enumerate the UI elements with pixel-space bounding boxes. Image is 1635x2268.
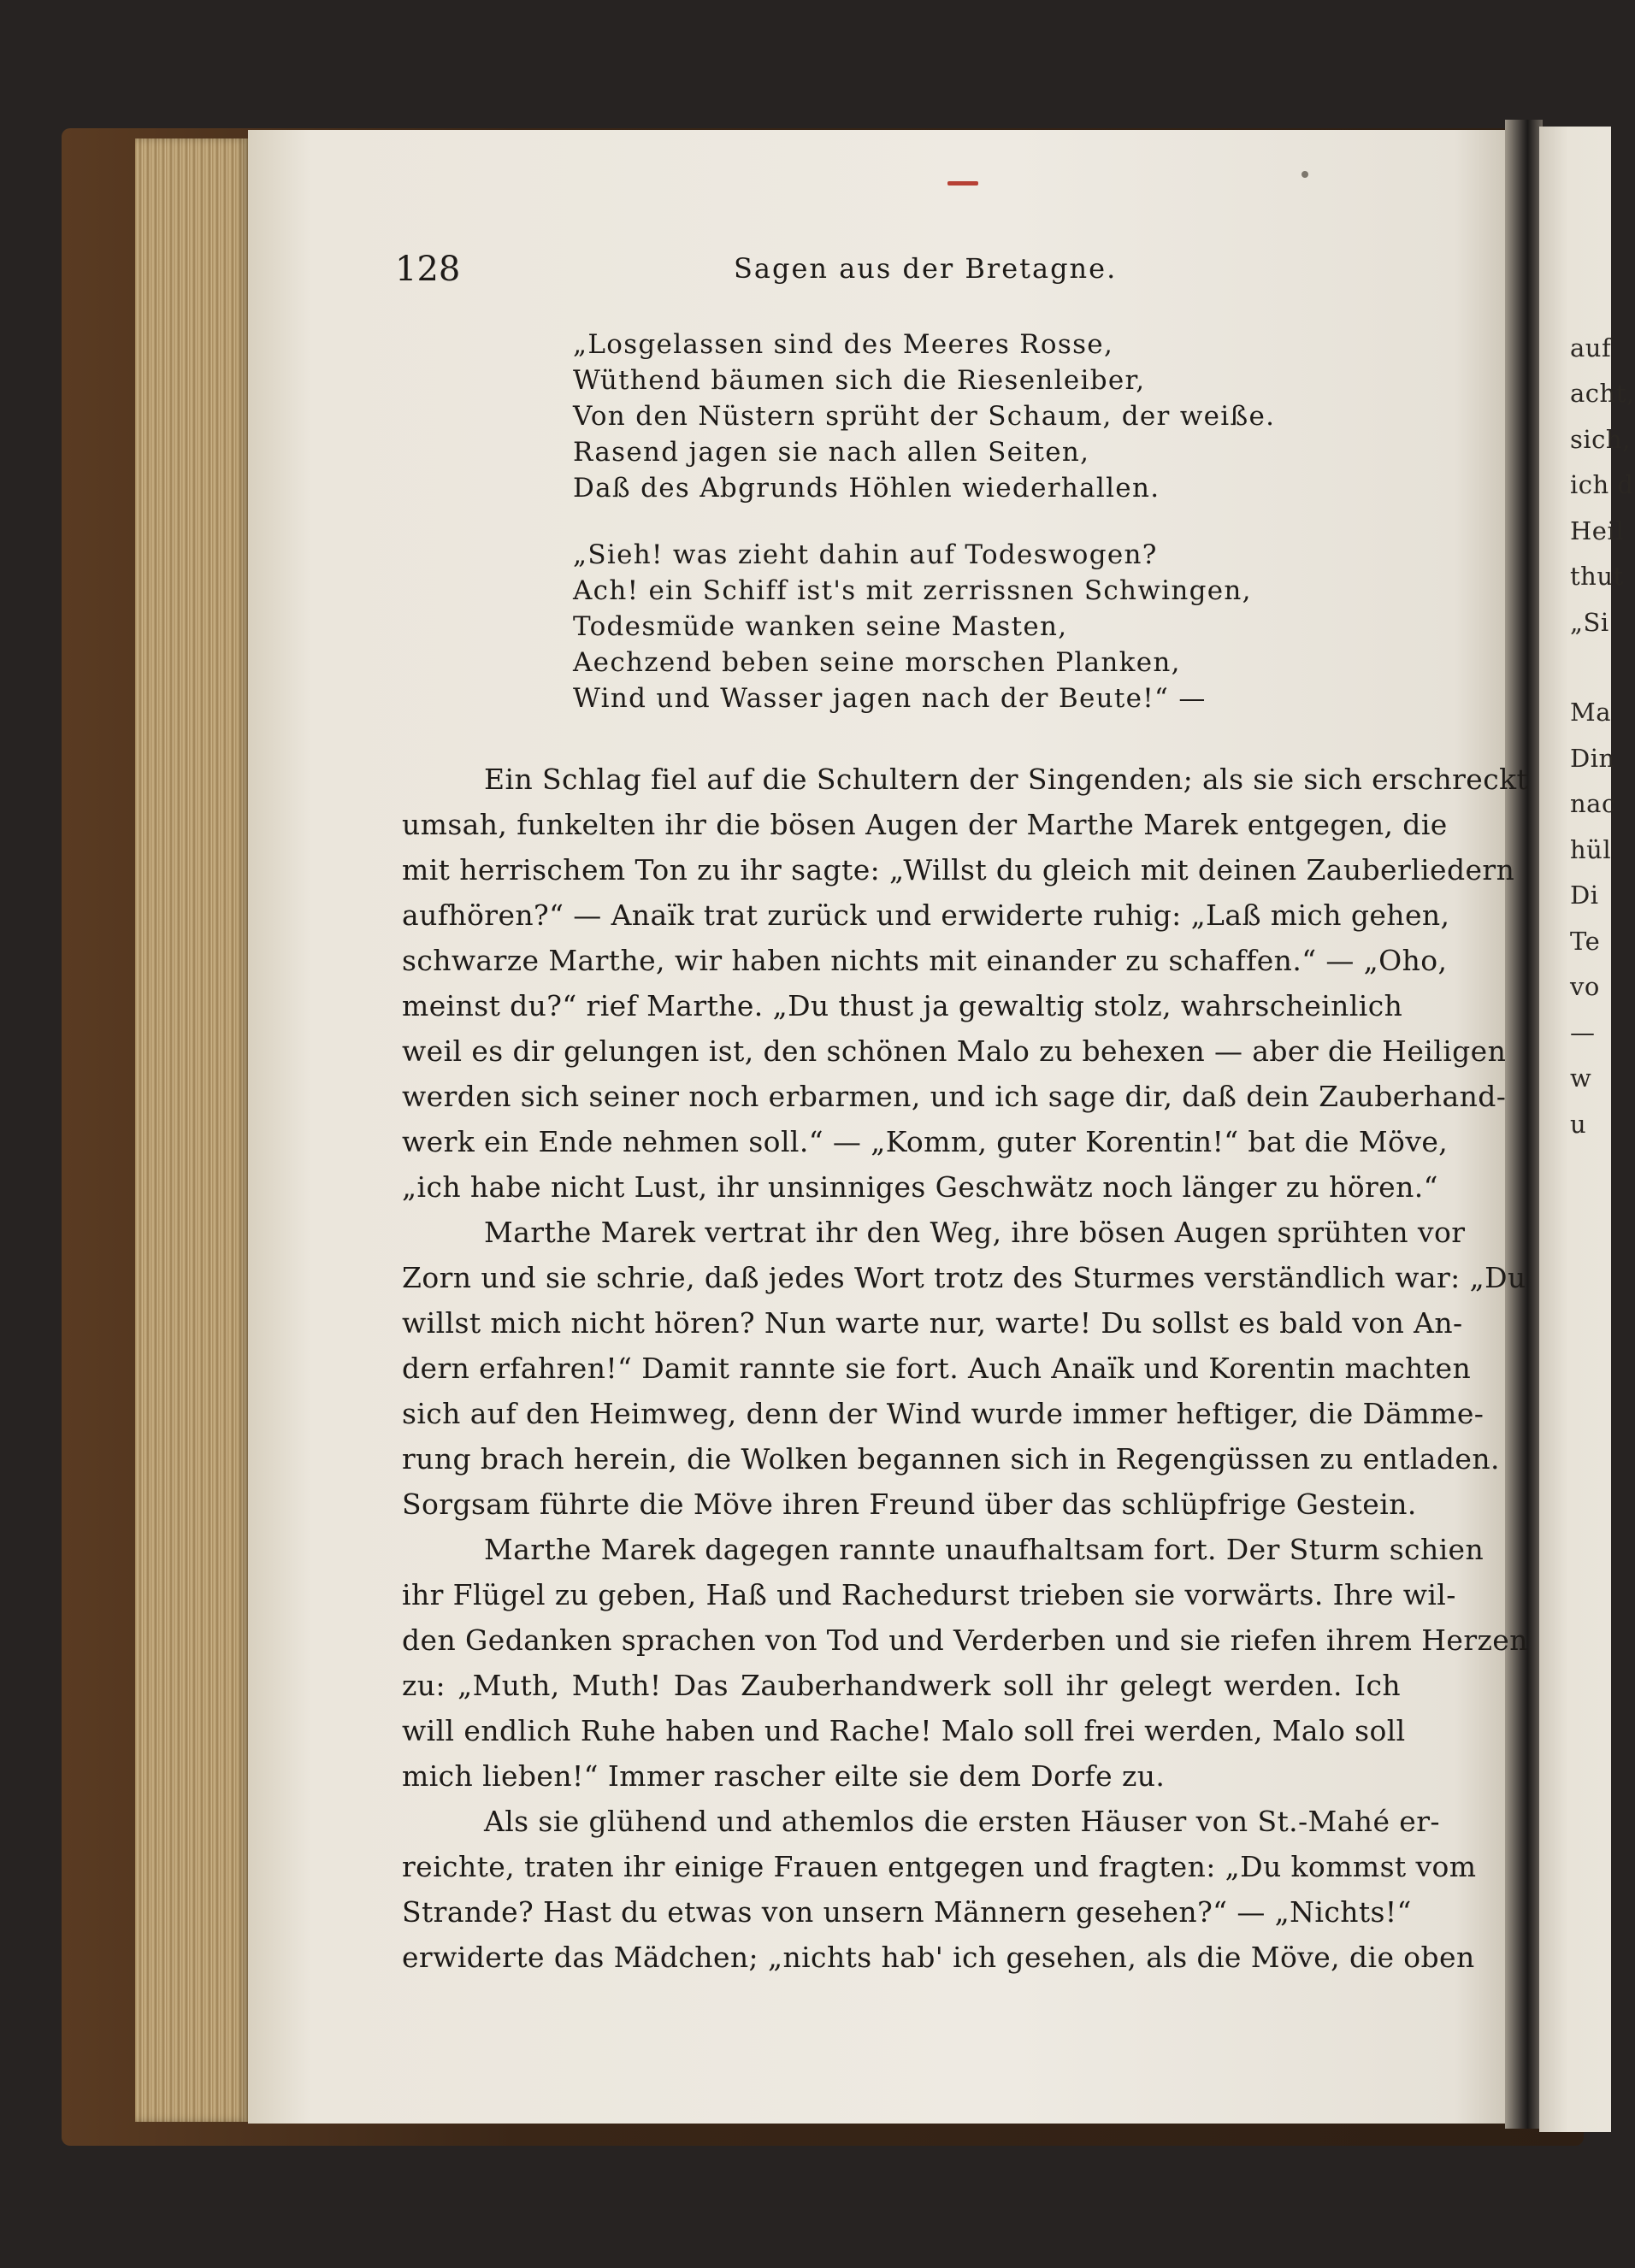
facing-page-fragment: nac xyxy=(1570,789,1616,818)
verse-line: „Sieh! was zieht dahin auf Todeswogen? xyxy=(573,539,1158,570)
facing-page-fragment: Din xyxy=(1570,744,1615,773)
facing-page-fragment: hül xyxy=(1570,835,1612,864)
text-line: Sorgsam führte die Möve ihren Freund über das schlüpfrige Gestein. xyxy=(402,1487,1417,1521)
page-number: 128 xyxy=(395,250,461,289)
running-head: Sagen aus der Bretagne. xyxy=(734,252,1118,285)
text-line: den Gedanken sprachen von Tod und Verderben und sie riefen ihrem Herzen xyxy=(402,1623,1528,1657)
text-line: Als sie glühend und athemlos die ersten Häuser von St.-Mahé er- xyxy=(484,1805,1440,1838)
facing-page-fragment: auf xyxy=(1570,333,1612,362)
text-line: zu: „Muth, Muth! Das Zauberhandwerk soll ihr gelegt werden. Ich xyxy=(402,1669,1401,1702)
facing-page-fragment: — xyxy=(1570,1018,1596,1047)
facing-page-fragment: w xyxy=(1570,1063,1592,1093)
verse-line: Ach! ein Schiff ist's mit zerrissnen Schwingen, xyxy=(573,575,1252,606)
text-line: aufhören?“ — Anaïk trat zurück und erwiderte ruhig: „Laß mich gehen, xyxy=(402,898,1450,932)
facing-page-fragment: thut xyxy=(1570,562,1624,591)
text-line: reichte, traten ihr einige Frauen entgegen und fragten: „Du kommst vom xyxy=(402,1850,1477,1883)
verse-line: Von den Nüstern sprüht der Schaum, der weiße. xyxy=(573,401,1276,432)
text-line: mit herrischem Ton zu ihr sagte: „Willst du gleich mit deinen Zauberliedern xyxy=(402,853,1515,887)
text-line: mich lieben!“ Immer rascher eilte sie dem Dorfe zu. xyxy=(402,1759,1166,1793)
verse-line: Aechzend beben seine morschen Planken, xyxy=(573,647,1181,678)
facing-page-fragment: Di xyxy=(1570,881,1599,910)
text-line: Marthe Marek dagegen rannte unaufhaltsam fort. Der Sturm schien xyxy=(484,1533,1484,1566)
text-line: dern erfahren!“ Damit rannte sie fort. Auch Anaïk und Korentin machten xyxy=(402,1352,1472,1385)
text-line: sich auf den Heimweg, denn der Wind wurde immer heftiger, die Dämme- xyxy=(402,1397,1484,1430)
verse-line: „Losgelassen sind des Meeres Rosse, xyxy=(573,329,1114,360)
facing-page-fragment: Heil xyxy=(1570,516,1625,545)
facing-page-fragment: ich d xyxy=(1570,470,1634,499)
text-line: ihr Flügel zu geben, Haß und Rachedurst trieben sie vorwärts. Ihre wil- xyxy=(402,1578,1456,1611)
verse-line: Wind und Wasser jagen nach der Beute!“ — xyxy=(573,683,1207,714)
facing-page-fragment: u xyxy=(1570,1110,1587,1139)
text-line: Marthe Marek vertrat ihr den Weg, ihre bösen Augen sprühten vor xyxy=(484,1216,1466,1249)
text-line: Zorn und sie schrie, daß jedes Wort trotz des Sturmes verständlich war: „Du xyxy=(402,1261,1526,1294)
text-line: meinst du?“ rief Marthe. „Du thust ja gewaltig stolz, wahrscheinlich xyxy=(402,989,1403,1022)
verse-line: Wüthend bäumen sich die Riesenleiber, xyxy=(573,365,1146,396)
text-line: Strande? Hast du etwas von unsern Männern gesehen?“ — „Nichts!“ xyxy=(402,1895,1412,1929)
text-line: weil es dir gelungen ist, den schönen Malo zu behexen — aber die Heiligen xyxy=(402,1034,1507,1068)
text-line: werden sich seiner noch erbarmen, und ich sage dir, daß dein Zauberhand- xyxy=(402,1080,1507,1113)
text-line: will endlich Ruhe haben und Rache! Malo soll frei werden, Malo soll xyxy=(402,1714,1406,1747)
facing-page-fragment: Ma xyxy=(1570,698,1611,727)
verse-line: Todesmüde wanken seine Masten, xyxy=(573,611,1068,642)
text-line: erwiderte das Mädchen; „nichts hab' ich gesehen, als die Möve, die oben xyxy=(402,1941,1475,1974)
text-line: umsah, funkelten ihr die bösen Augen der Marthe Marek entgegen, die xyxy=(402,808,1448,841)
text-line: werk ein Ende nehmen soll.“ — „Komm, guter Korentin!“ bat die Möve, xyxy=(402,1125,1449,1158)
verse-line: Daß des Abgrunds Höhlen wiederhallen. xyxy=(573,473,1160,504)
text-line: „ich habe nicht Lust, ihr unsinniges Geschwätz noch länger zu hören.“ xyxy=(402,1170,1438,1204)
verse-line: Rasend jagen sie nach allen Seiten, xyxy=(573,437,1090,468)
text-line: willst mich nicht hören? Nun warte nur, warte! Du sollst es bald von An- xyxy=(402,1306,1463,1340)
text-line: rung brach herein, die Wolken begannen sich in Regengüssen zu entladen. xyxy=(402,1442,1500,1476)
facing-page-fragment: vo xyxy=(1570,972,1600,1001)
facing-page-fragment: Te xyxy=(1570,927,1601,956)
text-line: Ein Schlag fiel auf die Schultern der Singenden; als sie sich erschreckt xyxy=(484,763,1529,796)
facing-page-fragment: „Si xyxy=(1570,608,1609,637)
facing-page-fragment: acht, xyxy=(1570,379,1635,408)
text-line: schwarze Marthe, wir haben nichts mit einander zu schaffen.“ — „Oho, xyxy=(402,944,1448,977)
facing-page-fragment: sich, xyxy=(1570,425,1631,454)
